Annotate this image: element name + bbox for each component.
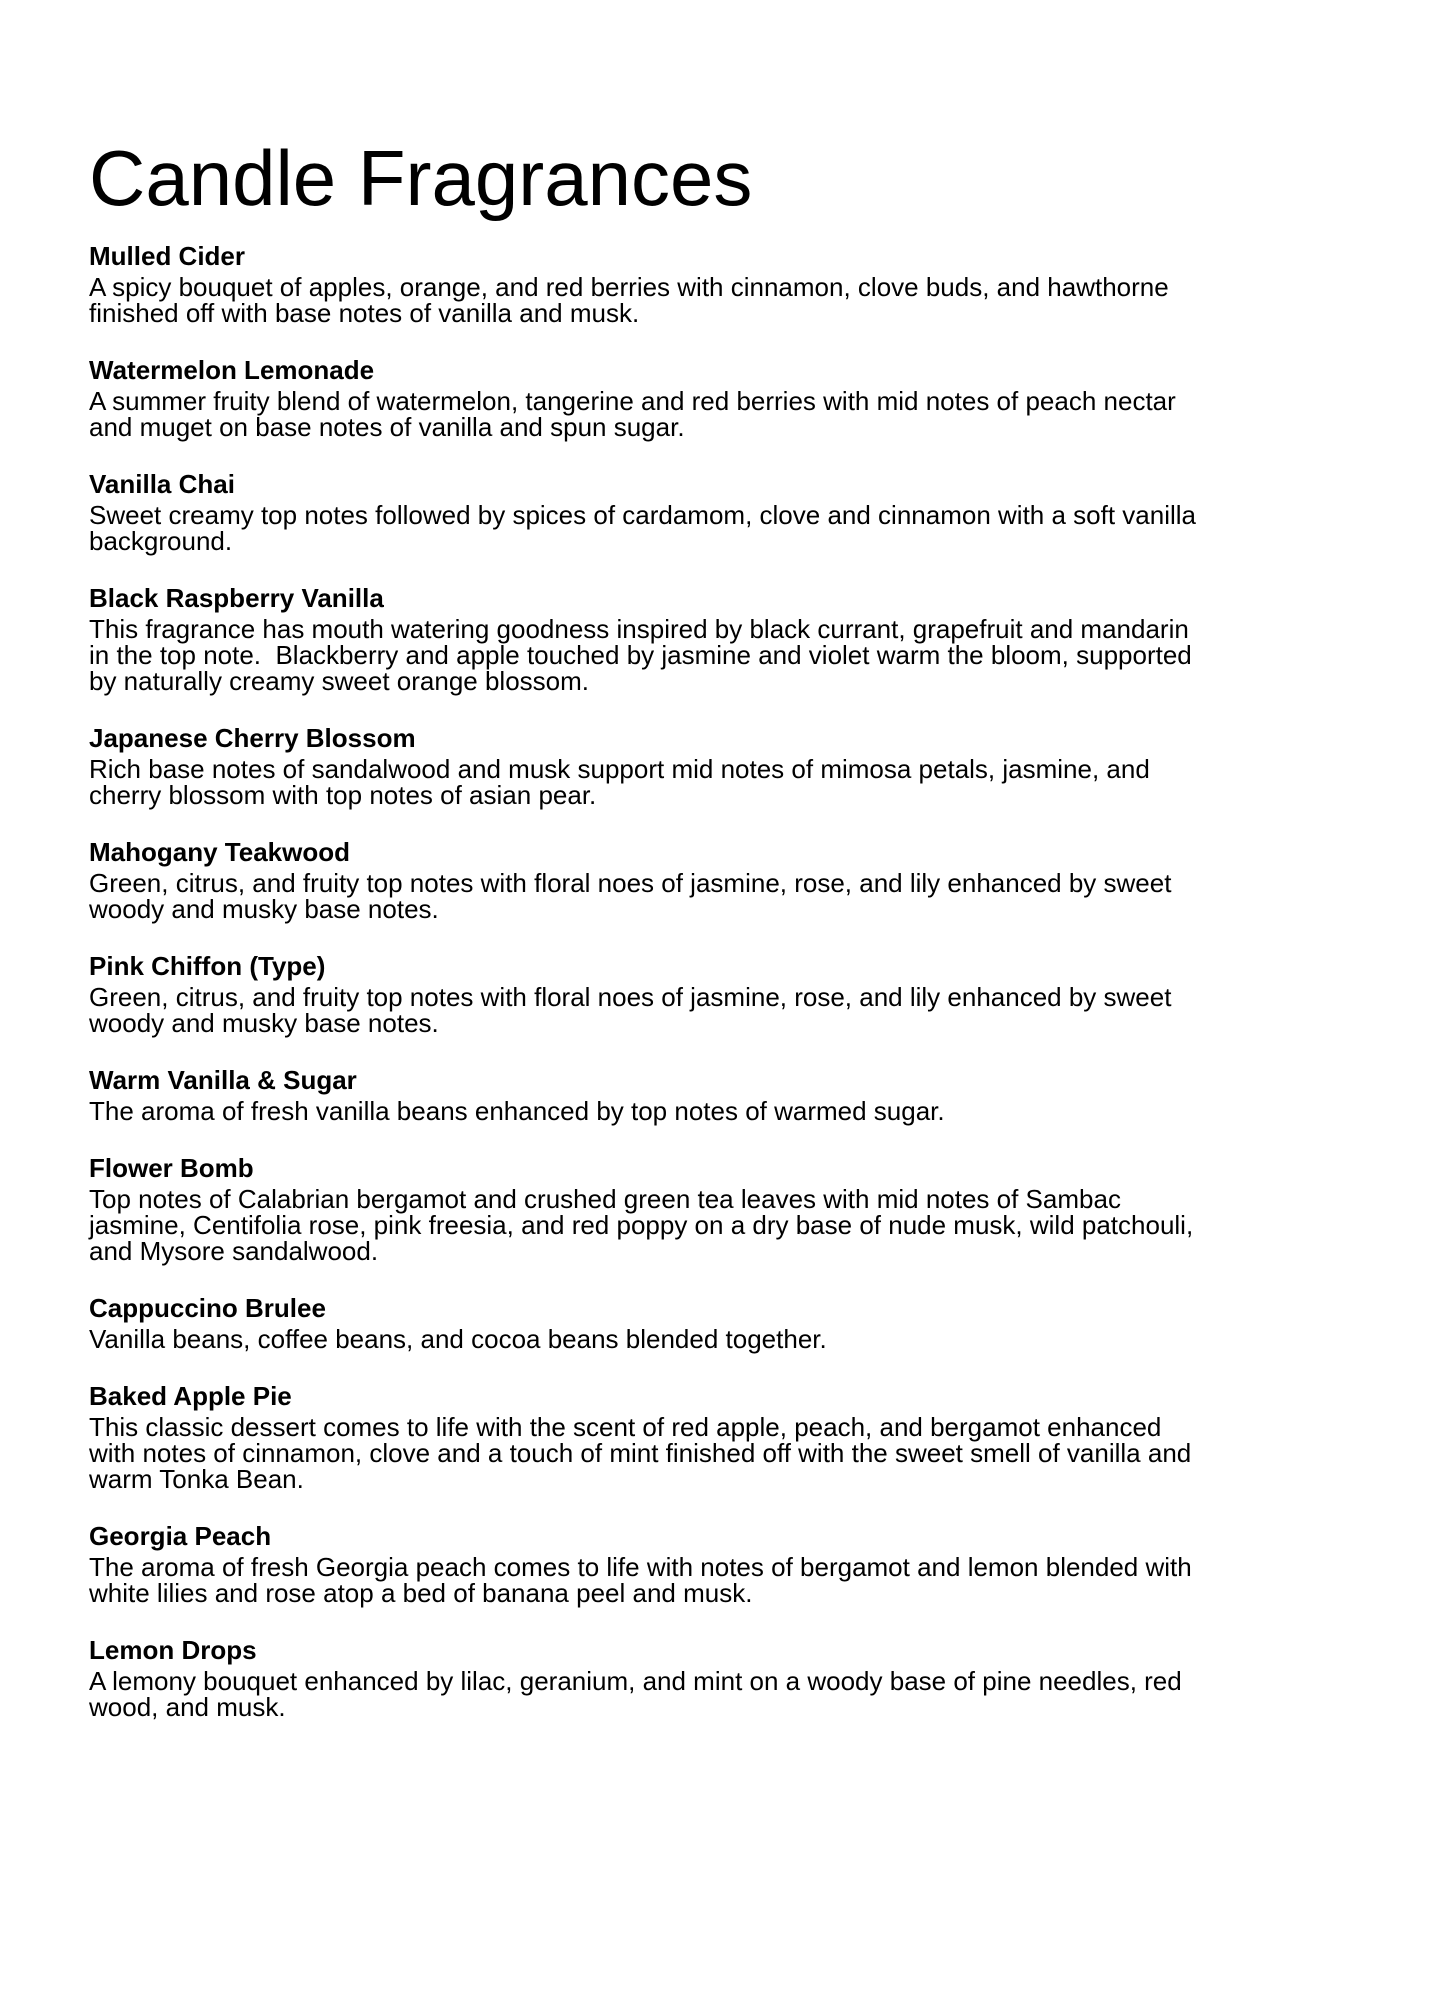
fragrance-description-line: background. [89,526,233,556]
fragrance-entry [89,585,1365,694]
fragrance-entry [89,1067,1365,1124]
fragrance-description [89,1668,1365,1720]
fragrance-name: Warm Vanilla & Sugar [89,1065,357,1095]
fragrance-description [89,1186,1365,1264]
fragrance-entry [89,357,1365,440]
fragrance-description-line: woody and musky base notes. [89,1008,439,1038]
fragrance-entry [89,1637,1365,1720]
fragrance-description-line: and muget on base notes of vanilla and spun sugar. [89,412,685,442]
fragrance-entry [89,839,1365,922]
fragrance-name: Japanese Cherry Blossom [89,723,416,753]
fragrance-description [89,388,1365,440]
fragrance-description-line: white lilies and rose atop a bed of banana peel and musk. [89,1578,753,1608]
fragrance-name: Cappuccino Brulee [89,1293,326,1323]
page-title: Candle Fragrances [89,134,753,222]
fragrance-entry [89,1295,1365,1352]
fragrance-name: Mahogany Teakwood [89,837,350,867]
fragrance-description-line: This classic dessert comes to life with the scent of red apple, peach, and bergamot enhanced [89,1412,1162,1442]
fragrance-description-line: jasmine, Centifolia rose, pink freesia, and red poppy on a dry base of nude musk, wild patchouli, [89,1210,1194,1240]
fragrance-description-line: The aroma of fresh Georgia peach comes to life with notes of bergamot and lemon blended with [89,1552,1192,1582]
fragrance-description-line: Green, citrus, and fruity top notes with floral noes of jasmine, rose, and lily enhanced by sweet [89,982,1172,1012]
fragrance-description-line: Top notes of Calabrian bergamot and crushed green tea leaves with mid notes of Sambac [89,1184,1121,1214]
fragrance-entry [89,725,1365,808]
fragrance-name: Watermelon Lemonade [89,355,375,385]
fragrance-entry [89,953,1365,1036]
fragrance-description-line: wood, and musk. [89,1692,286,1722]
fragrance-description [89,870,1365,922]
fragrance-description [89,756,1365,808]
fragrance-name: Georgia Peach [89,1521,272,1551]
document-page [0,134,1445,1722]
fragrance-description [89,1098,1365,1124]
fragrance-description-line: woody and musky base notes. [89,894,439,924]
fragrance-name: Mulled Cider [89,241,246,271]
fragrance-description-line: by naturally creamy sweet orange blossom. [89,666,590,696]
fragrance-description-line: in the top note. Blackberry and apple touched by jasmine and violet warm the bloom, supported [89,640,1192,670]
fragrance-name: Lemon Drops [89,1635,257,1665]
fragrance-entry [89,243,1365,326]
fragrance-entry [89,1155,1365,1264]
fragrance-description-line: This fragrance has mouth watering goodness inspired by black currant, grapefruit and mandarin [89,614,1189,644]
fragrance-description-line: The aroma of fresh vanilla beans enhanced by top notes of warmed sugar. [89,1096,945,1126]
fragrance-name: Vanilla Chai [89,469,235,499]
fragrance-name: Flower Bomb [89,1153,254,1183]
fragrance-name: Baked Apple Pie [89,1381,292,1411]
fragrance-description [89,1414,1365,1492]
fragrance-entry [89,1383,1365,1492]
fragrance-description [89,1554,1365,1606]
fragrance-entry [89,1523,1365,1606]
fragrance-description-line: A lemony bouquet enhanced by lilac, geranium, and mint on a woody base of pine needles, red [89,1666,1182,1696]
fragrance-description-line: finished off with base notes of vanilla and musk. [89,298,640,328]
fragrance-description-line: with notes of cinnamon, clove and a touch of mint finished off with the sweet smell of vanilla and [89,1438,1192,1468]
fragrance-description-line: cherry blossom with top notes of asian pear. [89,780,597,810]
fragrance-description [89,984,1365,1036]
fragrance-description-line: Rich base notes of sandalwood and musk support mid notes of mimosa petals, jasmine, and [89,754,1150,784]
fragrance-description [89,616,1365,694]
fragrance-description-line: Sweet creamy top notes followed by spices of cardamom, clove and cinnamon with a soft vanilla [89,500,1196,530]
fragrance-description-line: and Mysore sandalwood. [89,1236,379,1266]
fragrance-description-line: Vanilla beans, coffee beans, and cocoa beans blended together. [89,1324,827,1354]
fragrance-description [89,502,1365,554]
fragrance-description [89,1326,1365,1352]
fragrance-description-line: warm Tonka Bean. [89,1464,304,1494]
fragrance-description [89,274,1365,326]
fragrance-description-line: A spicy bouquet of apples, orange, and red berries with cinnamon, clove buds, and hawthorne [89,272,1169,302]
fragrance-name: Pink Chiffon (Type) [89,951,326,981]
fragrance-description-line: A summer fruity blend of watermelon, tangerine and red berries with mid notes of peach nectar [89,386,1176,416]
fragrance-list [89,243,1365,1720]
fragrance-description-line: Green, citrus, and fruity top notes with floral noes of jasmine, rose, and lily enhanced by sweet [89,868,1172,898]
fragrance-name: Black Raspberry Vanilla [89,583,384,613]
fragrance-entry [89,471,1365,554]
